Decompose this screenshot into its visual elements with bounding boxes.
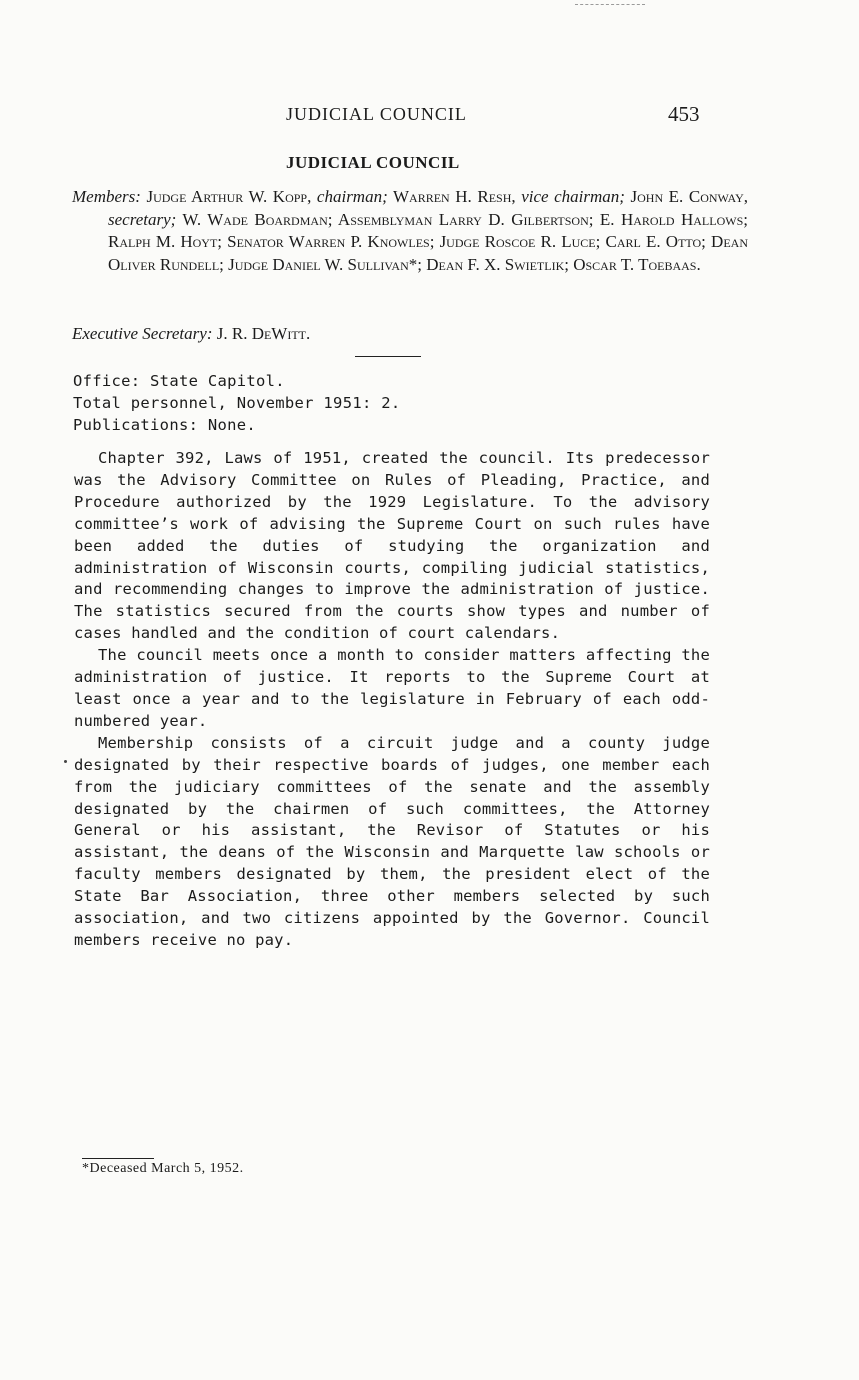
footnote-rule xyxy=(82,1158,154,1159)
executive-name: J. R. DeWitt. xyxy=(212,324,311,343)
members-list xyxy=(72,186,748,276)
members-names-2: Warren H. Resh, xyxy=(387,187,522,206)
running-head: JUDICIAL COUNCIL xyxy=(286,104,467,124)
facts-block xyxy=(73,370,400,436)
office-line: Office: State Capitol. xyxy=(73,372,285,390)
members-label: Members: xyxy=(72,187,141,206)
section-divider xyxy=(355,356,421,357)
page-number: 453 xyxy=(668,102,700,126)
secretary-title: secretary; xyxy=(108,209,177,229)
members-names-3: John E. Conway, xyxy=(624,187,749,206)
members-names-1: Judge Arthur W. Kopp, xyxy=(140,187,317,206)
chairman-title: chairman; xyxy=(316,187,388,206)
vice-chairman-title: vice chairman; xyxy=(521,187,625,206)
footnote: *Deceased March 5, 1952. xyxy=(82,1161,244,1176)
paragraph-membership: Membership consists of a circuit judge and a county judge designated by their respective boards of judges, one member each from the judiciary committees of the senate and the assembly designated by the chairmen of such committees, the Attorney General or his assistant, the Revisor of Statutes or his assistant, the deans of the Wisconsin and Marquette law schools or faculty members designated by them, the president elect of the State Bar Association, three other members selected by such association, and two citizens appointed by the Governor. Council members receive no pay. xyxy=(74,733,710,949)
paragraph-history: Chapter 392, Laws of 1951, created the council. Its predecessor was the Advisory Committee on Rules of Pleading, Practice, and Procedure authorized by the 1929 Legislature. To the advisory committee’s work of advising the Supreme Court on such rules have been added the duties of studying the organization and administration of Wisconsin courts, compiling judicial statistics, and recommending changes to improve the administration of justice. The statistics secured from the courts show types and number of cases handled and the condition of court calendars. xyxy=(74,449,710,643)
paragraph-meetings: The council meets once a month to consider matters affecting the administration of justice. It reports to the Supreme Court at least once a year and to the legislature in February of each odd-numbered year. xyxy=(74,646,710,730)
executive-label: Executive Secretary: xyxy=(72,324,213,343)
scan-speck xyxy=(64,760,67,763)
personnel-line: Total personnel, November 1951: 2. xyxy=(73,394,401,412)
scan-marks xyxy=(575,4,645,7)
publications-line: Publications: None. xyxy=(73,416,257,434)
executive-secretary xyxy=(72,324,310,344)
body-text xyxy=(74,448,710,952)
section-title: JUDICIAL COUNCIL xyxy=(286,153,460,172)
members-names-4: W. Wade Boardman; Assemblyman Larry D. Gilbertson; E. Harold Hallows; Ralph M. Hoyt; Senator Warren P. Knowles; Judge Roscoe R. Luce; Carl E. Otto; Dean Oliver Rundell; Judge Daniel W. Sullivan*; Dean F. X. Swietlik; Oscar T. Toebaas. xyxy=(108,209,748,274)
